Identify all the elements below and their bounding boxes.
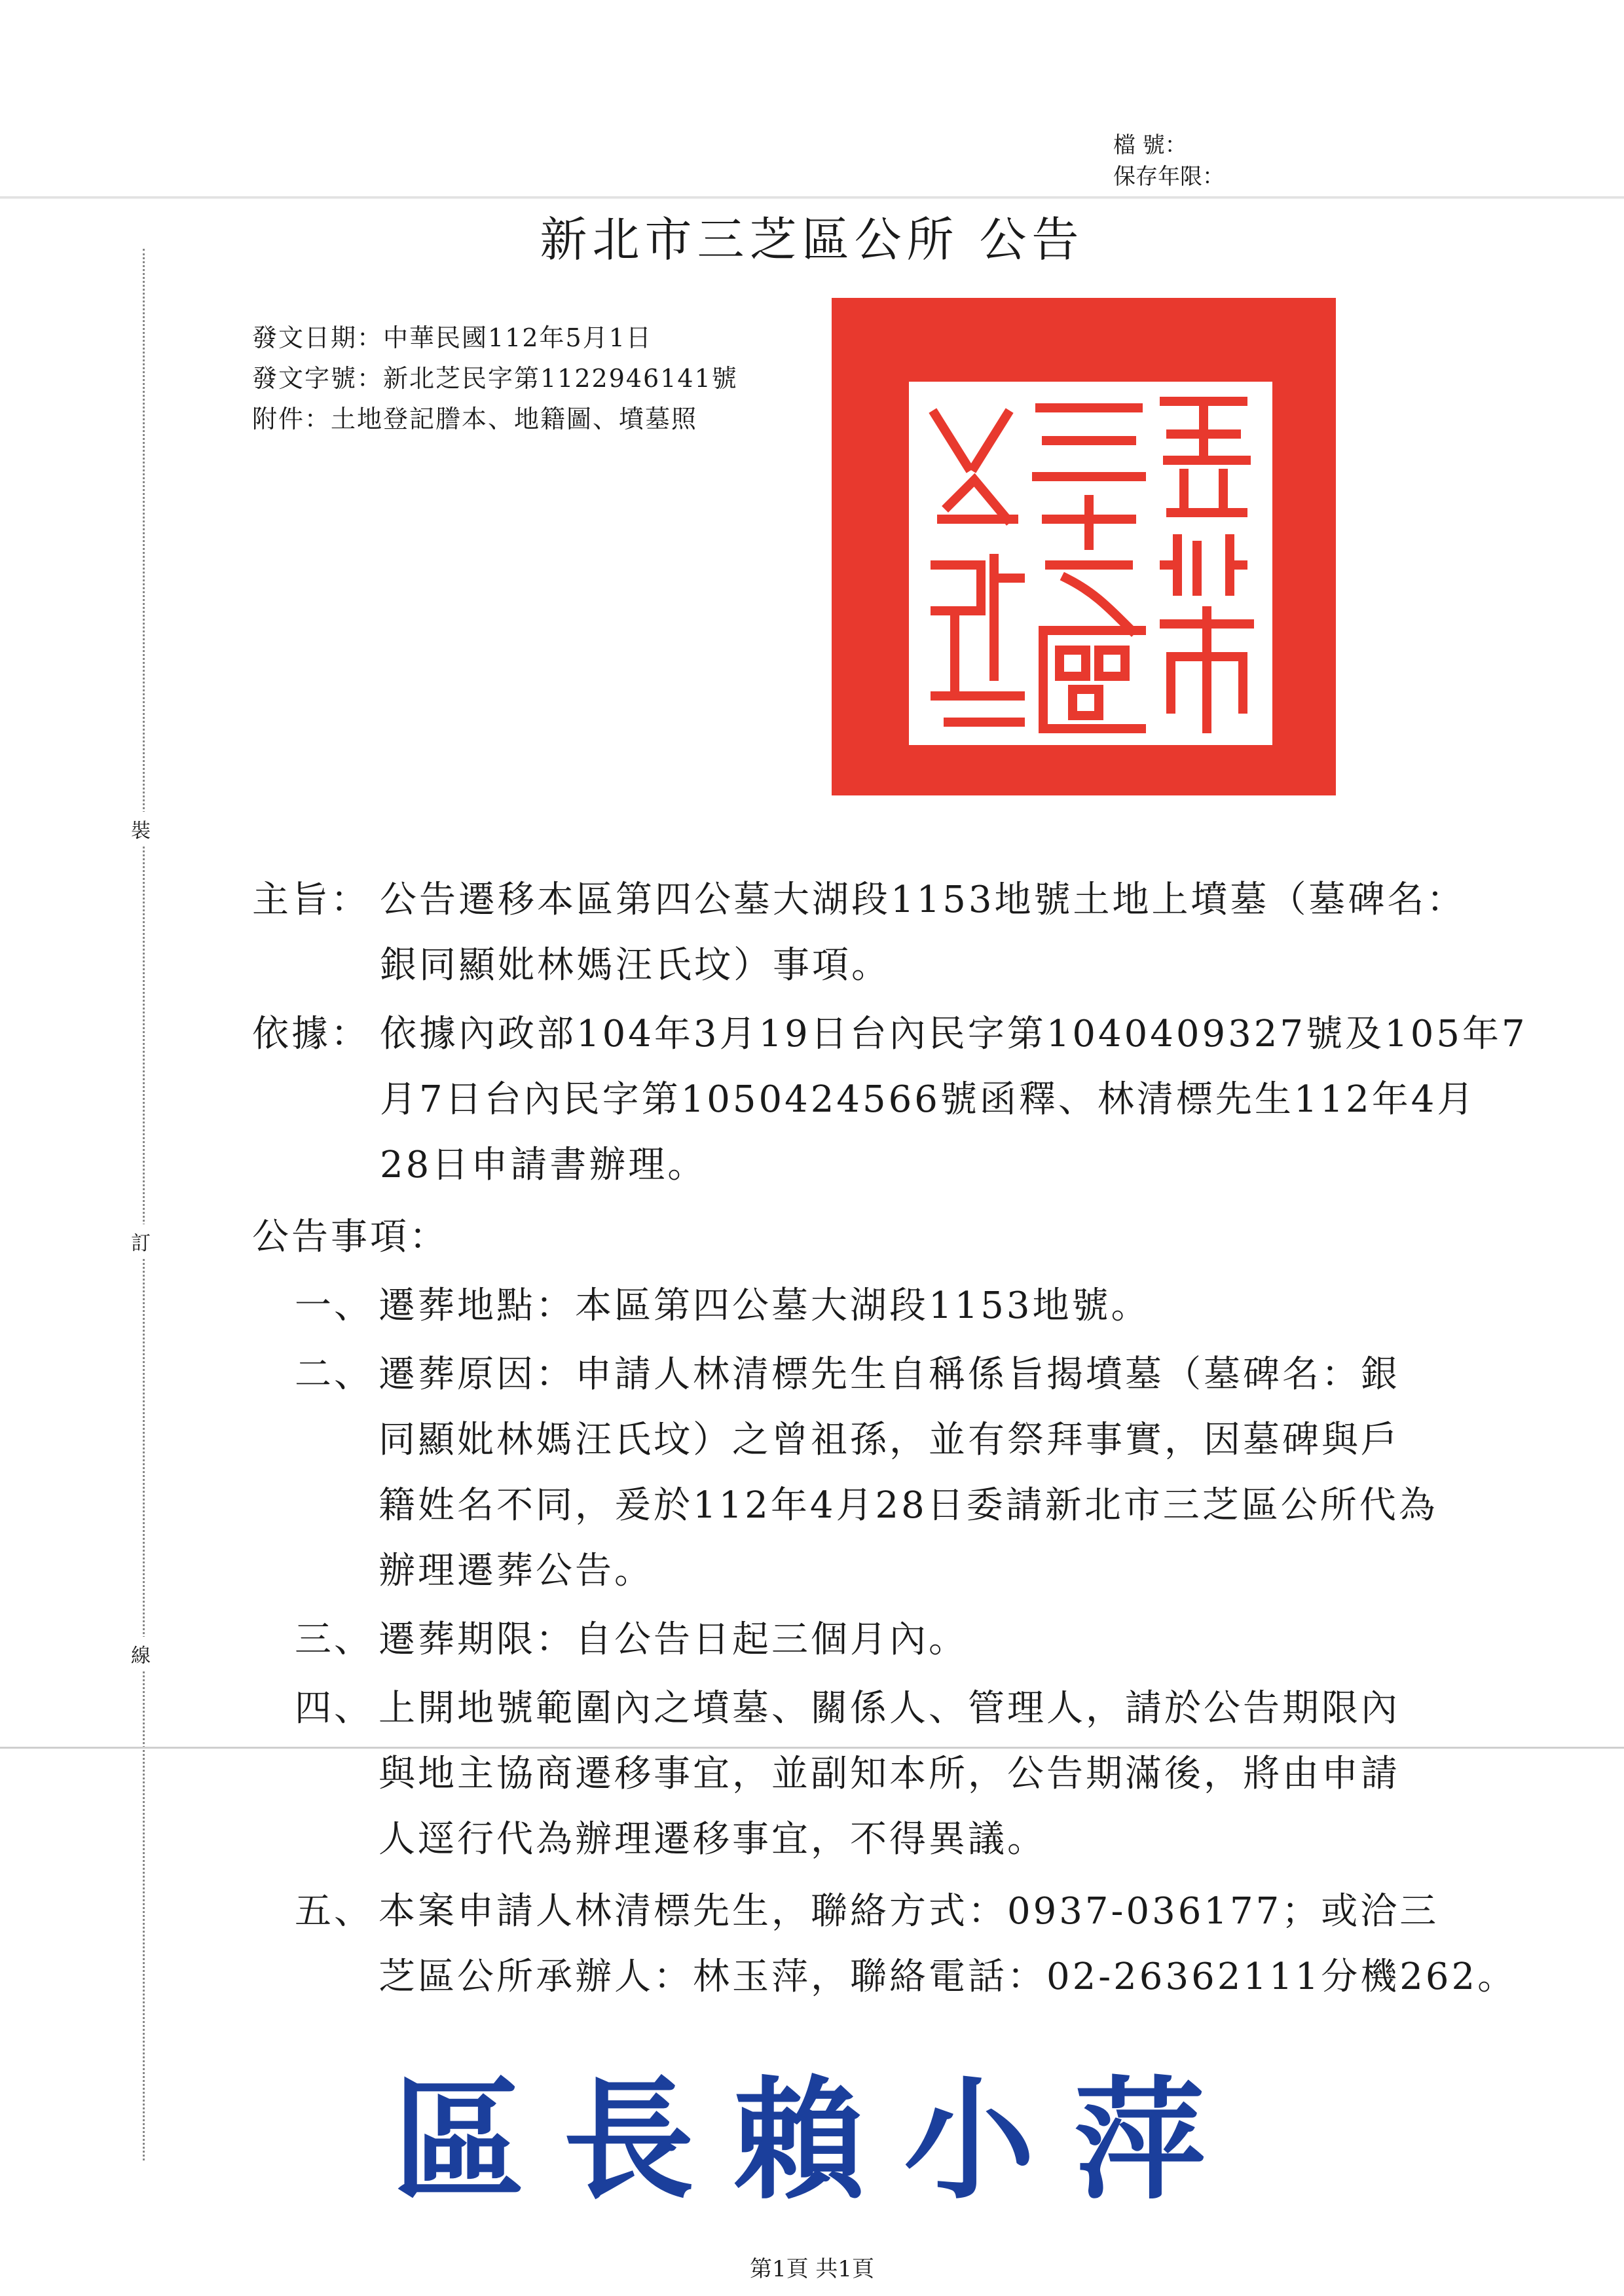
- item-number: 一、: [295, 1285, 373, 1327]
- item-line: 遷葬期限：自公告日起三個月內。: [378, 1618, 968, 1661]
- item-line: 遷葬地點：本區第四公墓大湖段1153地號。: [378, 1285, 1151, 1327]
- binding-char: 訂: [131, 1224, 151, 1258]
- item-line: 同顯妣林媽汪氏坟）之曾祖孫，並有祭拜事實，因墓碑與戶: [378, 1419, 1400, 1461]
- notice-item: [295, 1342, 1539, 1604]
- basis-line: 依據內政部104年3月19日台內民字第1040409327號及105年7: [380, 1013, 1528, 1055]
- retention-label: 保存年限：: [1113, 164, 1225, 190]
- subject-line: 銀同顯妣林媽汪氏坟）事項。: [380, 944, 891, 987]
- item-number: 二、: [295, 1353, 373, 1396]
- document-number: 發文字號：新北芝民字第1122946141號: [252, 364, 738, 393]
- item-line: 人逕行代為辦理遷移事宜，不得異議。: [378, 1818, 1046, 1861]
- item-number: 三、: [295, 1618, 373, 1661]
- page-title: 新北市三芝區公所 公告: [540, 212, 1084, 267]
- notice-item: [295, 1879, 1539, 2010]
- notice-heading: 公告事項：: [252, 1216, 449, 1258]
- issue-date: 發文日期：中華民國112年5月1日: [252, 323, 652, 352]
- basis-section: [252, 1002, 1536, 1198]
- item-line: 籍姓名不同，爰於112年4月28日委請新北市三芝區公所代為: [378, 1484, 1438, 1527]
- basis-line: 月7日台內民字第1050424566號函釋、林清標先生112年4月: [380, 1078, 1477, 1121]
- file-number-label: 檔 號：: [1113, 132, 1187, 158]
- subject-label: 主旨：: [252, 879, 370, 921]
- official-seal: [832, 298, 1336, 795]
- seal-glyphs: [909, 382, 1272, 745]
- basis-line: 28日申請書辦理。: [380, 1144, 707, 1186]
- basis-label: 依據：: [252, 1013, 370, 1055]
- attachments: 附件：土地登記謄本、地籍圖、墳墓照: [252, 405, 698, 433]
- binding-char: 裝: [131, 812, 151, 846]
- item-line: 與地主協商遷移事宜，並副知本所，公告期滿後，將由申請: [378, 1753, 1400, 1795]
- seal-inner: [909, 382, 1272, 745]
- subject-line: 公告遷移本區第四公墓大湖段1153地號土地上墳墓（墓碑名：: [380, 879, 1466, 921]
- item-line: 遷葬原因：申請人林清標先生自稱係旨揭墳墓（墓碑名：銀: [378, 1353, 1400, 1396]
- binding-char: 線: [131, 1637, 151, 1671]
- subject-section: [252, 867, 1536, 998]
- signature: 區長賴小萍: [393, 2064, 1245, 2217]
- item-number: 四、: [295, 1687, 373, 1730]
- item-line: 芝區公所承辦人：林玉萍，聯絡電話：02-26362111分機262。: [378, 1956, 1517, 1998]
- binding-line: [143, 249, 146, 2160]
- page-number: 第1頁 共1頁: [749, 2256, 875, 2282]
- item-number: 五、: [295, 1890, 373, 1933]
- notice-item: [295, 1676, 1539, 1872]
- top-rule: [0, 196, 1624, 199]
- item-line: 本案申請人林清標先生，聯絡方式：0937-036177；或洽三: [378, 1890, 1439, 1933]
- item-line: 辦理遷葬公告。: [378, 1550, 654, 1592]
- file-info: [1113, 130, 1225, 192]
- notice-item: [295, 1273, 1539, 1339]
- document-meta: [252, 318, 738, 439]
- notice-item: [295, 1607, 1539, 1673]
- item-line: 上開地號範圍內之墳墓、關係人、管理人，請於公告期限內: [378, 1687, 1400, 1730]
